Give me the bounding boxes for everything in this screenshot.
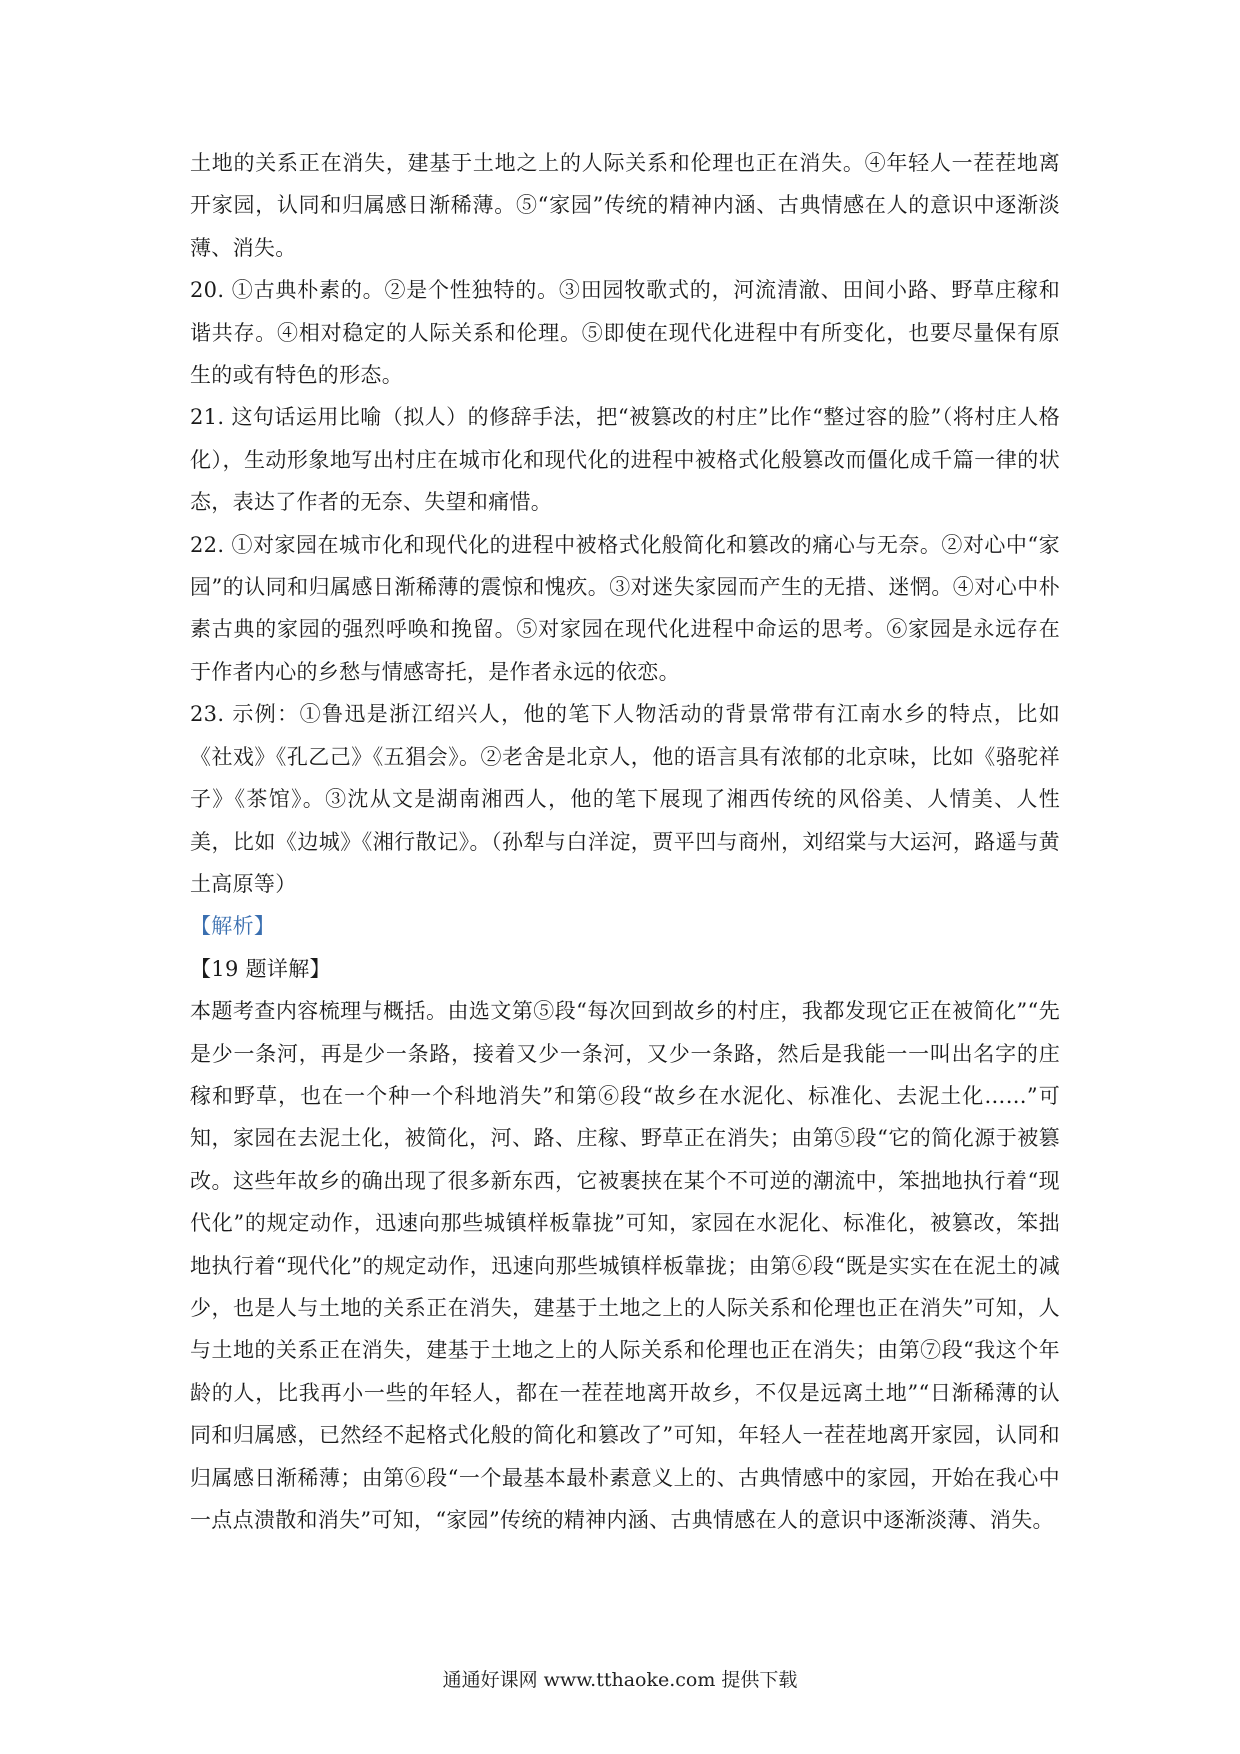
answer-19-continuation: 土地的关系正在消失，建基于土地之上的人际关系和伦理也正在消失。④年轻人一茬茬地离开家园，认同和归属感日渐稀薄。⑤“家园”传统的精神内涵、古典情感在人的意识中逐渐淡薄、消失。 [190, 151, 1060, 260]
answer-22: 22. ①对家园在城市化和现代化的进程中被格式化般简化和篡改的痛心与无奈。②对心中“家园”的认同和归属感日渐稀薄的震惊和愧疚。③对迷失家园而产生的无措、迷惘。④对心中朴素古典的家园的强烈呼唤和挽留。⑤对家园在现代化进程中命运的思考。⑥家园是永远存在于作者内心的乡愁与情感寄托，是作者永远的依恋。 [190, 532, 1060, 684]
footer-download-note: 通通好课网 www.tthaoke.com 提供下载 [442, 1669, 798, 1691]
answer-21: 21. 这句话运用比喻（拟人）的修辞手法，把“被篡改的村庄”比作“整过容的脸”（将村庄人格化），生动形象地写出村庄在城市化和现代化的进程中被格式化般篡改而僵化成千篇一律的状态，表达了作者的无奈、失望和痛惜。 [190, 405, 1060, 515]
answer-20: 20. ①古典朴素的。②是个性独特的。③田园牧歌式的，河流清澈、田间小路、野草庄稼和谐共存。④相对稳定的人际关系和伦理。⑤即使在现代化进程中有所变化，也要尽量保有原生的或有特色的形态。 [190, 278, 1060, 388]
detail-paragraph: 本题考查内容梳理与概括。由选文第⑤段“每次回到故乡的村庄，我都发现它正在被简化”“先是少一条河，再是少一条路，接着又少一条河，又少一条路，然后是我能一一叫出名字的庄稼和野草，也在一个种一个科地消失”和第⑥段“故乡在水泥化、标准化、去泥土化……”可知，家园在去泥土化，被简化，河、路、庄稼、野草正在消失；由第⑤段“它的简化源于被篡改。这些年故乡的确出现了很多新东西，它被裹挟在某个不可逆的潮流中，笨拙地执行着“现代化”的规定动作，迅速向那些城镇样板靠拢”可知，家园在水泥化、标准化，被篡改，笨拙地执行着“现代化”的规定动作，迅速向那些城镇样板靠拢；由第⑥段“既是实实在在泥土的减少，也是人与土地的关系正在消失，建基于土地之上的人际关系和伦理也正在消失”可知，人与土地的关系正在消失，建基于土地之上的人际关系和伦理也正在消失；由第⑦段“我这个年龄的人，比我再小一些的年轻人，都在一茬茬地离开故乡，不仅是远离土地”“日渐稀薄的认同和归属感，已然经不起格式化般的简化和篡改了”可知，年轻人一茬茬地离开家园，认同和归属感日渐稀薄；由第⑥段“一个最基本最朴素意义上的、古典情感中的家园，开始在我心中一点点溃散和消失”可知，“家园”传统的精神内涵、古典情感在人的意识中逐渐淡薄、消失。 [190, 999, 1060, 1532]
answer-content [190, 142, 1060, 1541]
analysis-label: 【解析】 [190, 914, 276, 939]
answer-23: 23. 示例：①鲁迅是浙江绍兴人，他的笔下人物活动的背景常带有江南水乡的特点，比如《社戏》《孔乙己》《五猖会》。②老舍是北京人，他的语言具有浓郁的北京味，比如《骆驼祥子》《茶馆》。③沈从文是湖南湘西人，他的笔下展现了湘西传统的风俗美、人情美、人性美，比如《边城》《湘行散记》。（孙犁与白洋淀，贾平凹与商州，刘绍棠与大运河，路遥与黄土高原等） [190, 702, 1060, 896]
detail-heading: 【19 题详解】 [190, 956, 331, 981]
